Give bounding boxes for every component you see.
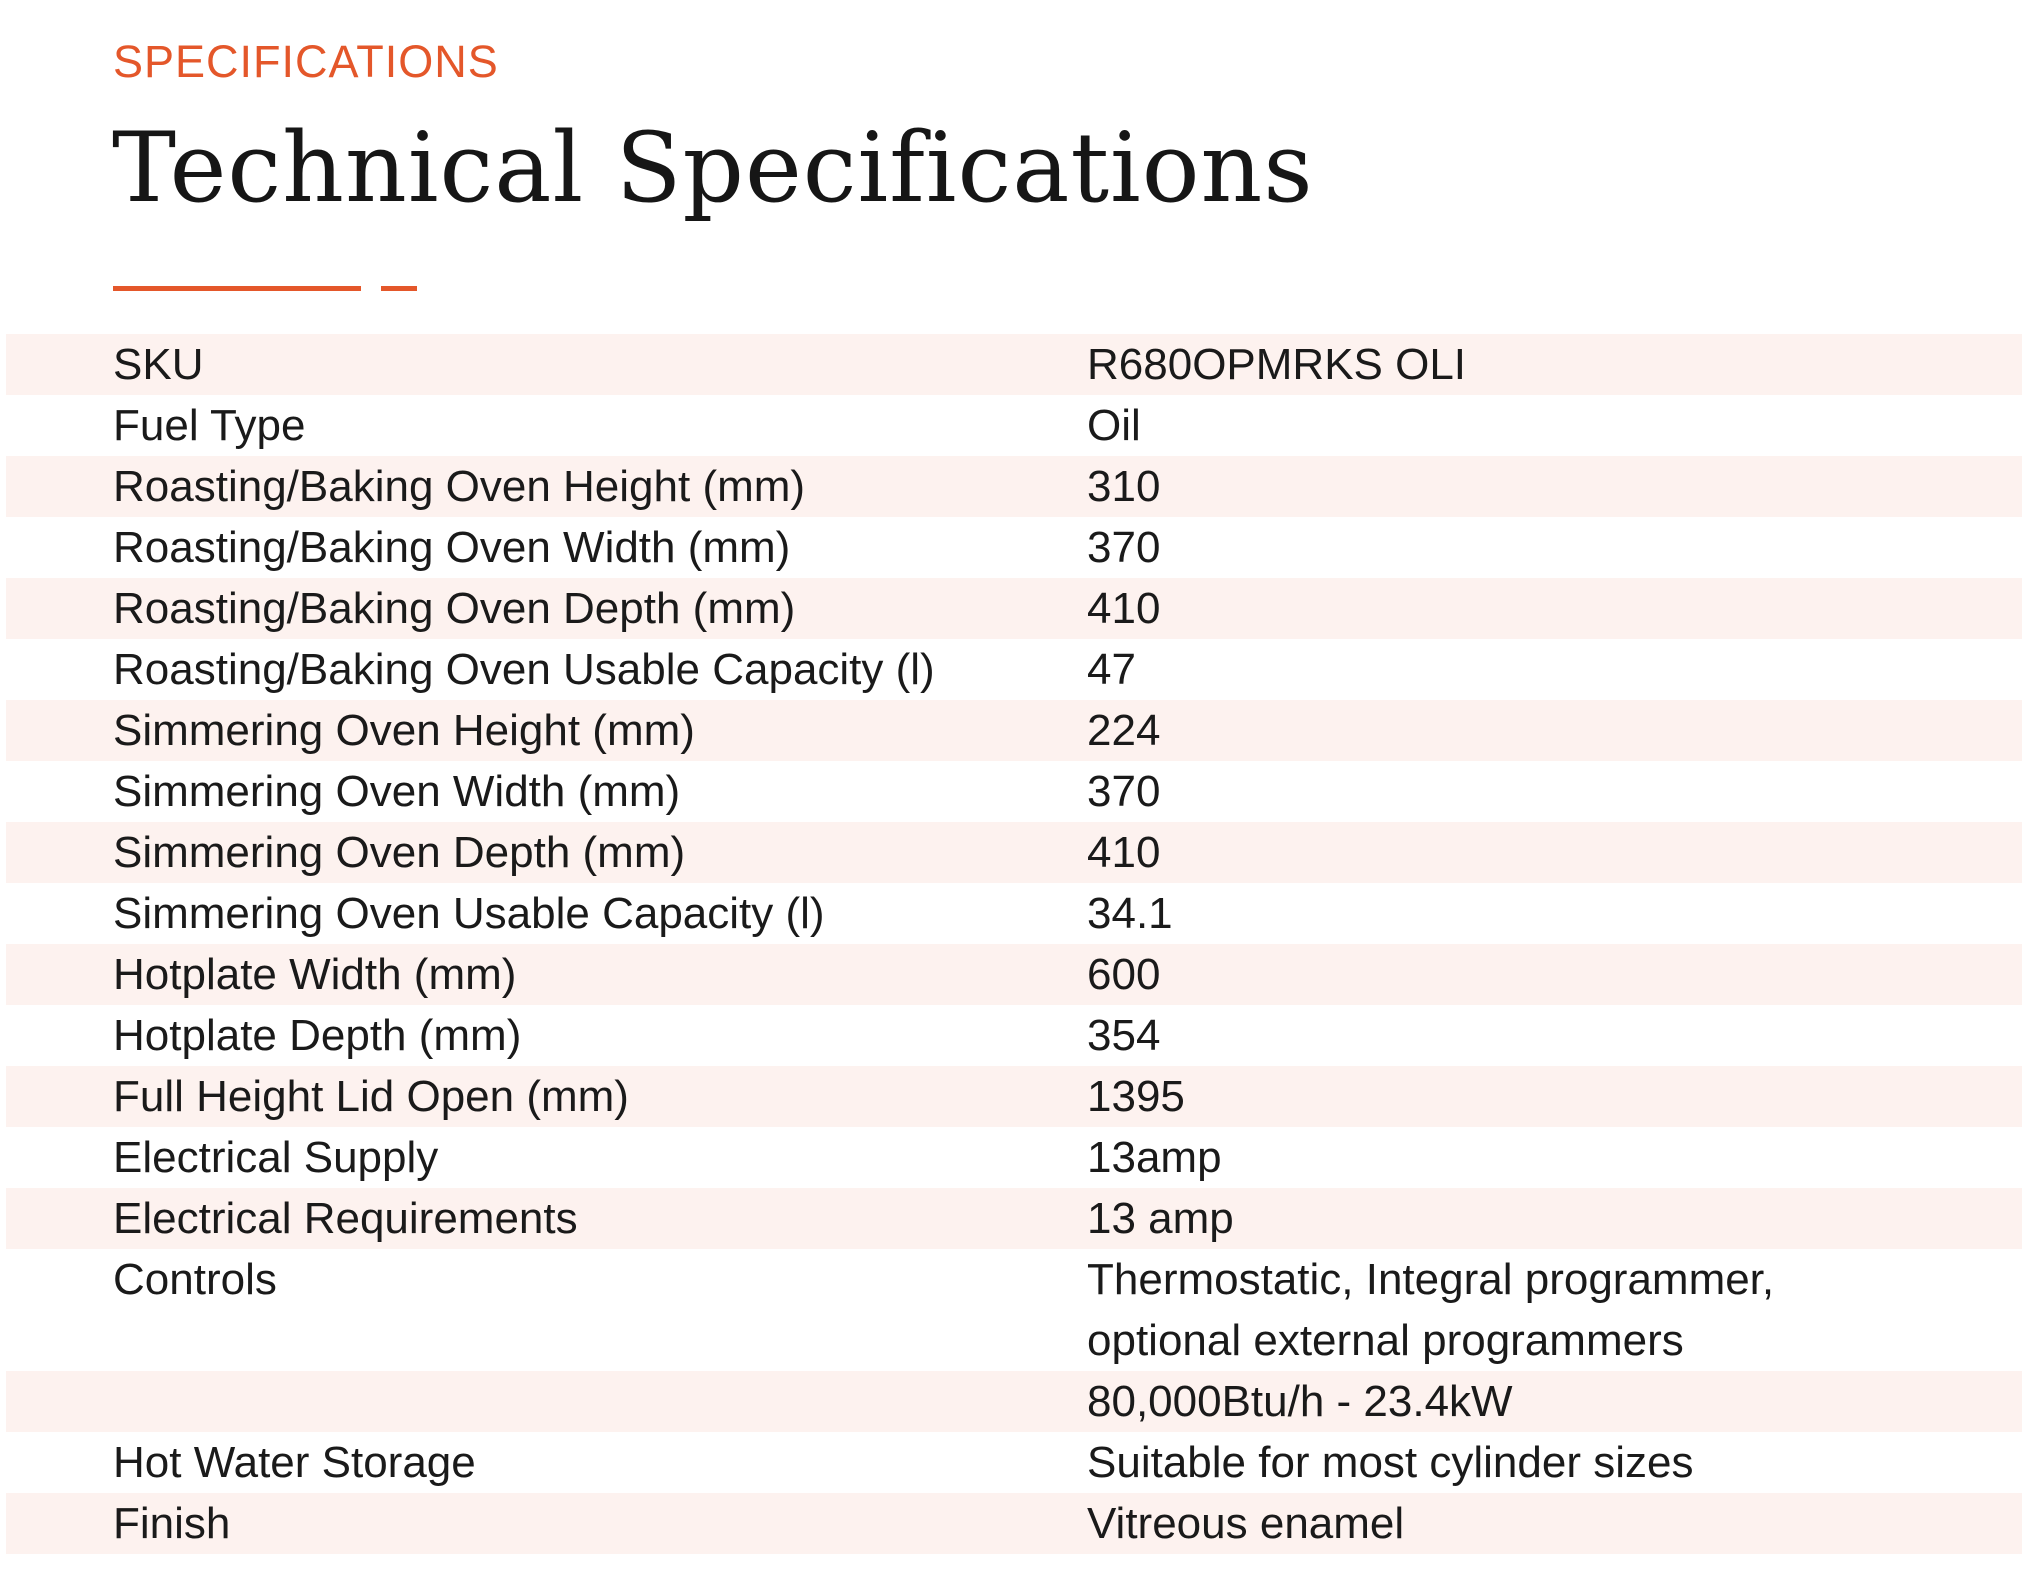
- spec-row-simmering-height: [6, 700, 2022, 761]
- spec-value-line: 47: [1087, 645, 1136, 694]
- spec-value-line: R680OPMRKS OLI: [1087, 340, 1467, 389]
- spec-value-line: 34.1: [1087, 889, 1173, 938]
- spec-value: [1087, 395, 2022, 456]
- spec-label: Full Height Lid Open (mm): [113, 1072, 629, 1121]
- spec-row-fuel-type: [6, 395, 2022, 456]
- spec-value-line: Suitable for most cylinder sizes: [1087, 1438, 1694, 1487]
- spec-row-simmering-width: [6, 761, 2022, 822]
- spec-row-hotplate-depth: [6, 1005, 2022, 1066]
- spec-value-line: 224: [1087, 706, 1161, 755]
- spec-label: Simmering Oven Width (mm): [113, 767, 681, 816]
- spec-value: [1087, 944, 2022, 1005]
- spec-value: [1087, 761, 2022, 822]
- spec-label: SKU: [113, 340, 204, 389]
- spec-value: [1087, 517, 2022, 578]
- specifications-table: [6, 334, 2022, 1554]
- spec-value-line: 600: [1087, 950, 1161, 999]
- title-accent-line-long: [113, 286, 361, 291]
- spec-value: [1087, 1249, 2022, 1371]
- spec-value: [1087, 1005, 2022, 1066]
- spec-value: [1087, 700, 2022, 761]
- spec-value-line: 310: [1087, 462, 1161, 511]
- spec-value-line: 80,000Btu/h - 23.4kW: [1087, 1377, 1513, 1426]
- spec-value: [1087, 1066, 2022, 1127]
- spec-label: Hotplate Width (mm): [113, 950, 517, 999]
- spec-row-roasting-capacity: [6, 639, 2022, 700]
- spec-label: Hotplate Depth (mm): [113, 1011, 522, 1060]
- spec-label: Roasting/Baking Oven Usable Capacity (l): [113, 645, 935, 694]
- spec-value-line: 1395: [1087, 1072, 1185, 1121]
- spec-label: Simmering Oven Height (mm): [113, 706, 695, 755]
- spec-value-line: 370: [1087, 523, 1161, 572]
- spec-value: [1087, 822, 2022, 883]
- spec-label: Controls: [113, 1255, 277, 1304]
- spec-label: Hot Water Storage: [113, 1438, 476, 1487]
- spec-value: [1087, 1371, 2022, 1432]
- spec-value-line: 410: [1087, 828, 1161, 877]
- page-title: Technical Specifications: [112, 112, 1314, 224]
- spec-value: [1087, 1127, 2022, 1188]
- spec-label: Roasting/Baking Oven Depth (mm): [113, 584, 796, 633]
- spec-value-line: 13 amp: [1087, 1194, 1234, 1243]
- spec-row-simmering-capacity: [6, 883, 2022, 944]
- spec-value: [1087, 578, 2022, 639]
- spec-value: [1087, 1188, 2022, 1249]
- spec-label: Electrical Requirements: [113, 1194, 578, 1243]
- spec-value: [1087, 883, 2022, 944]
- spec-label: Fuel Type: [113, 401, 306, 450]
- spec-row-simmering-depth: [6, 822, 2022, 883]
- spec-value: [1087, 639, 2022, 700]
- spec-label: Simmering Oven Usable Capacity (l): [113, 889, 825, 938]
- spec-value-line: optional external programmers: [1087, 1316, 1684, 1365]
- spec-row-controls: [6, 1249, 2022, 1371]
- section-eyebrow: SPECIFICATIONS: [113, 36, 499, 87]
- spec-value-line: Thermostatic, Integral programmer,: [1087, 1255, 1775, 1304]
- spec-value-line: 13amp: [1087, 1133, 1222, 1182]
- spec-value: [1087, 1432, 2022, 1493]
- spec-value-line: Oil: [1087, 401, 1141, 450]
- spec-row-roasting-height: [6, 456, 2022, 517]
- spec-row-hotplate-width: [6, 944, 2022, 1005]
- title-accent-line-short: [381, 286, 417, 291]
- spec-row-hot-water-storage: [6, 1432, 2022, 1493]
- spec-value: [1087, 456, 2022, 517]
- spec-row-roasting-depth: [6, 578, 2022, 639]
- spec-value: [1087, 1493, 2022, 1554]
- spec-value-line: 370: [1087, 767, 1161, 816]
- spec-row-sku: [6, 334, 2022, 395]
- spec-label: Electrical Supply: [113, 1133, 439, 1182]
- spec-row-heat-output: [6, 1371, 2022, 1432]
- spec-row-full-height-lid-open: [6, 1066, 2022, 1127]
- spec-value: [1087, 334, 2022, 395]
- spec-label: Roasting/Baking Oven Width (mm): [113, 523, 791, 572]
- spec-row-electrical-requirements: [6, 1188, 2022, 1249]
- spec-row-electrical-supply: [6, 1127, 2022, 1188]
- spec-value-line: 354: [1087, 1011, 1161, 1060]
- spec-row-finish: [6, 1493, 2022, 1554]
- spec-label: Finish: [113, 1499, 231, 1548]
- spec-label: Simmering Oven Depth (mm): [113, 828, 686, 877]
- spec-row-roasting-width: [6, 517, 2022, 578]
- spec-value-line: 410: [1087, 584, 1161, 633]
- spec-label: Roasting/Baking Oven Height (mm): [113, 462, 806, 511]
- spec-value-line: Vitreous enamel: [1087, 1499, 1405, 1548]
